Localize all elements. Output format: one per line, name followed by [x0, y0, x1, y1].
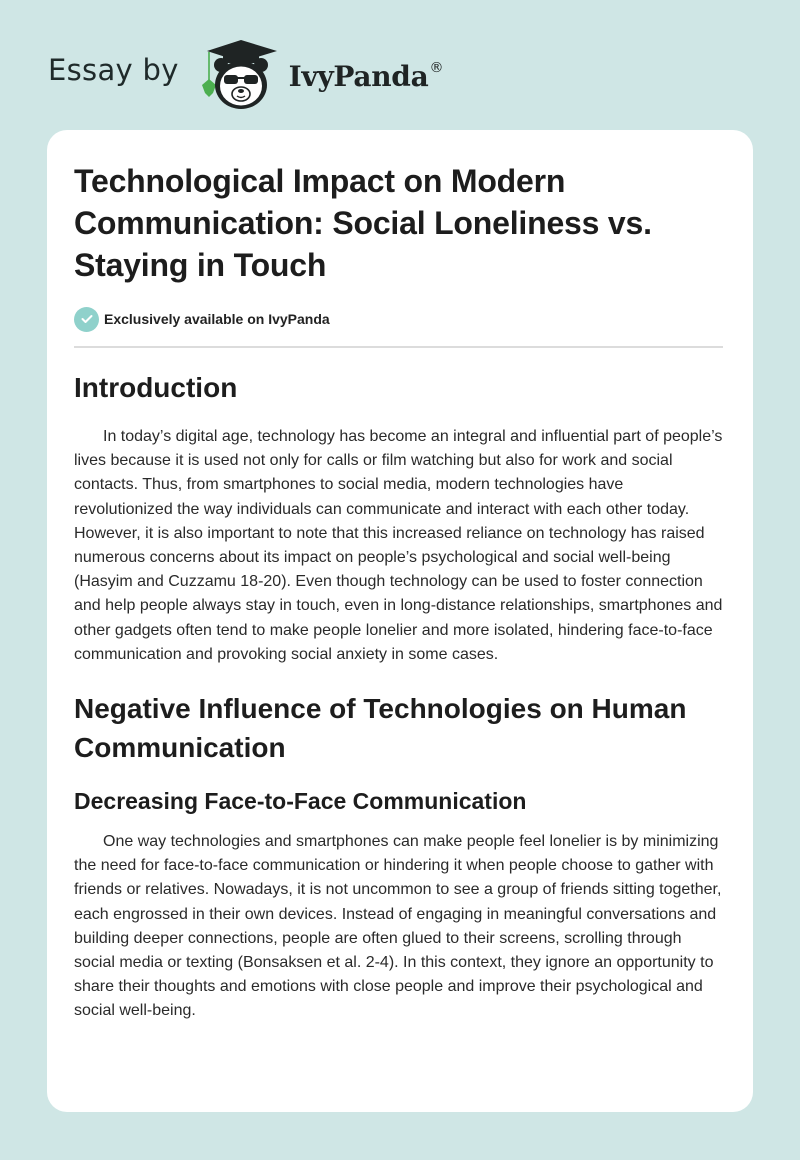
- exclusive-badge: [74, 306, 726, 332]
- divider: [74, 346, 723, 348]
- check-circle-icon: [74, 307, 99, 332]
- exclusive-label: Exclusively available on IvyPanda: [104, 311, 330, 327]
- paragraph-introduction: In today’s digital age, technology has become an integral and influential part of people’s lives because it is used not only for calls or film watching but also for work and social contacts. Thus, from smartphones to social media, modern technologies have revolutionized the way individuals can communicate and interact with each other today. However, it is also important to note that this increased reliance on technology has raised numerous concerns about its impact on people’s psychological and social well-being (Hasyim and Cuzzamu 18-20). Even though technology can be used to foster connection and help people always stay in touch, even in long-distance relationships, smartphones and other gadgets often tend to make people lonelier and more isolated, hindering face-to-face communication and provoking social anxiety in some cases.: [74, 428, 723, 663]
- section-heading-introduction: Introduction: [74, 372, 238, 403]
- brand-name-text: IvyPanda: [288, 59, 429, 93]
- section-heading-negative-influence: Negative Influence of Technologies on Human Communication: [74, 693, 687, 764]
- brand-prefix: Essay by: [48, 53, 179, 87]
- registered-mark: ®: [429, 59, 444, 76]
- paragraph-face-to-face: One way technologies and smartphones can make people feel lonelier is by minimizing the need for face-to-face communication or hindering it when people choose to gather with friends or relatives. Nowadays, it is not uncommon to see a group of friends sitting together, each engrossed in their own devices. Instead of engaging in meaningful conversations and building deeper connections, people are often glued to their screens, scrolling through social media or texting (Bonsaksen et al. 2-4). In this context, they ignore an opportunity to share their thoughts and emotions with close people and improve their psychological and social well-being.: [74, 833, 722, 1020]
- brand-name[interactable]: [289, 60, 443, 93]
- panda-graduation-cap-icon[interactable]: [197, 35, 285, 113]
- brand-header: [48, 34, 443, 114]
- subsection-heading-face-to-face: Decreasing Face-to-Face Communication: [74, 788, 527, 815]
- essay-card: [47, 130, 753, 1112]
- page-title: Technological Impact on Modern Communication: Social Loneliness vs. Staying in Touch: [74, 163, 652, 283]
